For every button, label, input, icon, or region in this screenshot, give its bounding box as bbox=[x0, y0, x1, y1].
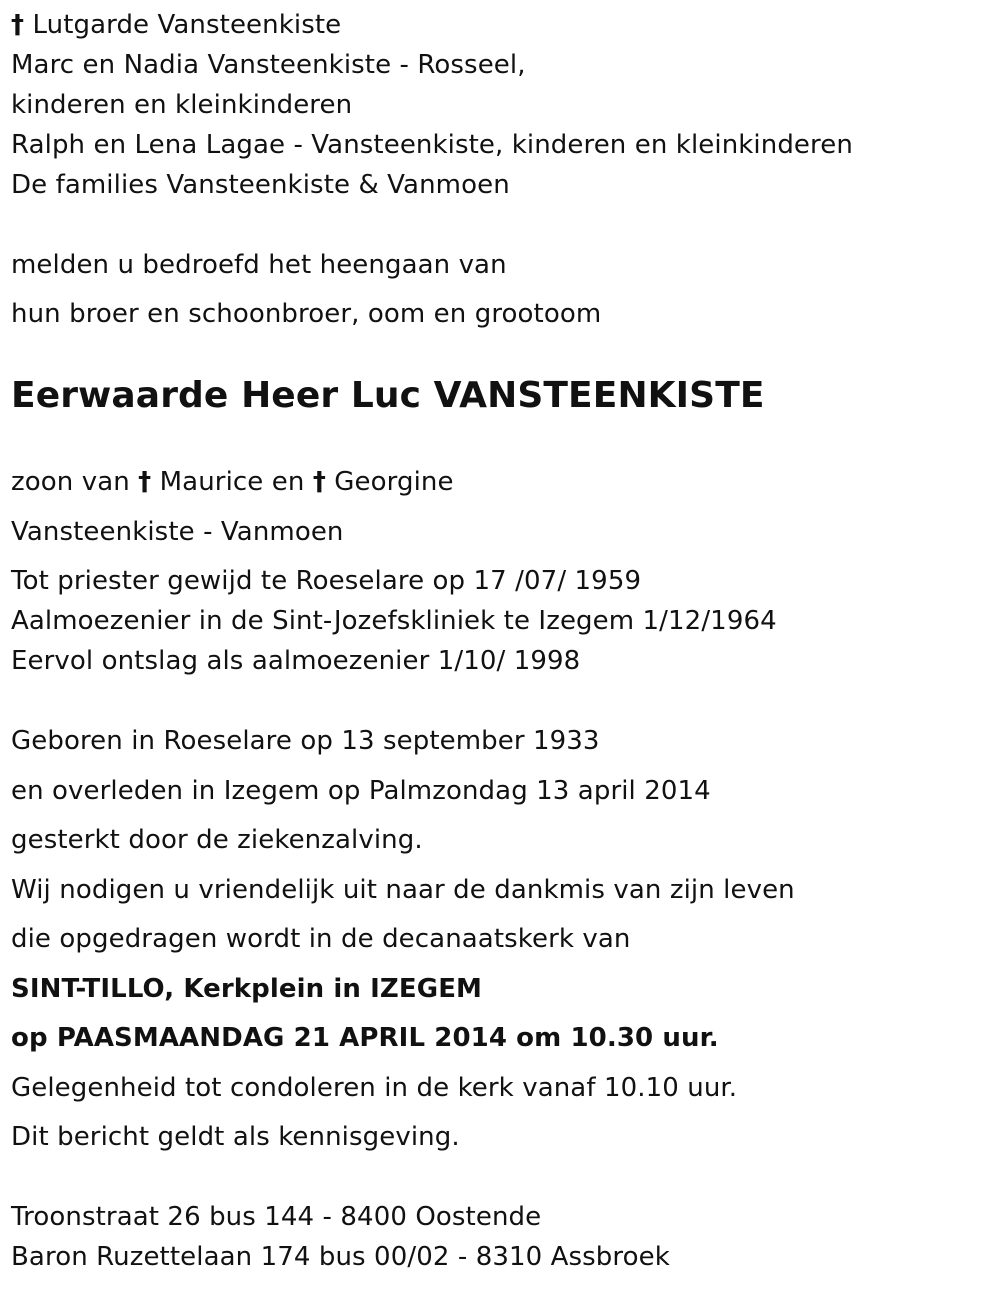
parents-line-1 bbox=[11, 465, 454, 499]
family-line-1 bbox=[11, 8, 341, 42]
cross-icon: † bbox=[312, 467, 326, 497]
career-line-3: Eervol ontslag als aalmoezenier 1/10/ 1998 bbox=[11, 646, 581, 676]
family-line-2: Marc en Nadia Vansteenkiste - Rosseel, bbox=[11, 50, 526, 80]
life-line-2: en overleden in Izegem op Palmzondag 13 april 2014 bbox=[11, 776, 711, 806]
announcement-line-2: hun broer en schoonbroer, oom en grootoom bbox=[11, 299, 602, 329]
life-line-5: die opgedragen wordt in de decanaatskerk van bbox=[11, 924, 631, 954]
family-line-4: Ralph en Lena Lagae - Vansteenkiste, kinderen en kleinkinderen bbox=[11, 130, 853, 160]
family-line-3: kinderen en kleinkinderen bbox=[11, 90, 353, 120]
cross-icon: † bbox=[138, 467, 152, 497]
life-line-1: Geboren in Roeselare op 13 september 1933 bbox=[11, 726, 600, 756]
family-line-1-text: Lutgarde Vansteenkiste bbox=[32, 10, 342, 40]
parents-text-3: Georgine bbox=[325, 467, 454, 497]
ceremony-datetime: op PAASMAANDAG 21 APRIL 2014 om 10.30 uur. bbox=[11, 1023, 719, 1053]
address-line-2: Baron Ruzettelaan 174 bus 00/02 - 8310 Assbroek bbox=[11, 1242, 670, 1272]
life-line-4: Wij nodigen u vriendelijk uit naar de dankmis van zijn leven bbox=[11, 875, 795, 905]
ceremony-location: SINT-TILLO, Kerkplein in IZEGEM bbox=[11, 974, 483, 1004]
closing-line-2: Dit bericht geldt als kennisgeving. bbox=[11, 1122, 460, 1152]
closing-line-1: Gelegenheid tot condoleren in de kerk vanaf 10.10 uur. bbox=[11, 1073, 738, 1103]
career-line-1: Tot priester gewijd te Roeselare op 17 /07/ 1959 bbox=[11, 566, 642, 596]
announcement-line-1: melden u bedroefd het heengaan van bbox=[11, 250, 507, 280]
address-line-1: Troonstraat 26 bus 144 - 8400 Oostende bbox=[11, 1202, 542, 1232]
career-line-2: Aalmoezenier in de Sint-Jozefskliniek te Izegem 1/12/1964 bbox=[11, 606, 777, 636]
family-line-5: De families Vansteenkiste & Vanmoen bbox=[11, 170, 510, 200]
parents-line-2: Vansteenkiste - Vanmoen bbox=[11, 517, 344, 547]
cross-icon: † bbox=[11, 10, 25, 40]
parents-text-1: zoon van bbox=[11, 467, 139, 497]
deceased-name: Eerwaarde Heer Luc VANSTEENKISTE bbox=[11, 375, 765, 416]
parents-text-2: Maurice en bbox=[151, 467, 313, 497]
life-line-3: gesterkt door de ziekenzalving. bbox=[11, 825, 423, 855]
